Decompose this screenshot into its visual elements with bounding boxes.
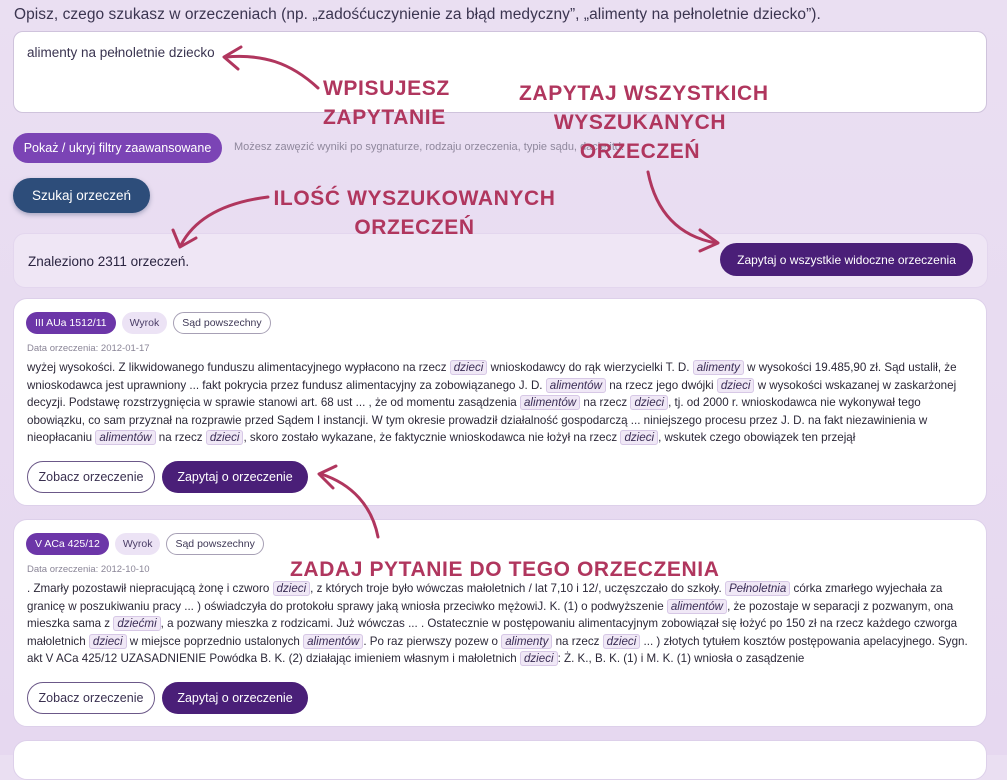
highlighted-term: alimentów — [667, 599, 727, 614]
highlighted-term: dzieci — [206, 430, 244, 445]
type-badge: Wyrok — [115, 533, 161, 555]
highlighted-term: dzieci — [520, 651, 558, 666]
type-badge: Wyrok — [122, 312, 168, 334]
highlighted-term: alimentów — [546, 378, 606, 393]
judgment-date: Data orzeczenia: 2012-01-17 — [27, 343, 150, 354]
highlighted-term: alimenty — [693, 360, 744, 375]
signature-badge: III AUa 1512/11 — [26, 312, 116, 334]
highlighted-term: dzieci — [273, 581, 311, 596]
view-judgment-button[interactable]: Zobacz orzeczenie — [27, 461, 155, 493]
annotation-count: ILOŚĆ WYSZUKOWANYCH ORZECZEŃ — [273, 187, 556, 239]
highlighted-term: alimentów — [303, 634, 363, 649]
highlighted-term: dzieci — [450, 360, 488, 375]
excerpt: wyżej wysokości. Z likwidowanego funduszu alimentacyjnego wypłacono na rzecz dzieci wnioskodawcy do rąk wierzycielki T. D. alimenty w wysokości 19.485,90 zł. Sąd ustalił, że wnioskodawca jest uprawniony ... fakt pokrycia przez fundusz alimentacyjny za zobowiązanego J. D. alimentów na rzecz jego dwójki dzieci w wysokości wskazanej w zaskarżonej decyzji. Podstawę rozstrzygnięcia w sprawie stanowi art. 68 ust ... , że od momentu zasądzenia alimentów na rzecz dzieci , tj. od 2000 r. wnioskodawca nie wykonywał tego obowiązku, co sam przyznał na rozprawie przed Sądem I instancji. W tym okresie prowadził działalność gospodarczą ... niniejszego procesu przez J. D. na fakt niezawinienia w nieopłacaniu alimentów na rzecz dzieci , skoro zostało wykazane, że faktycznie wnioskodawca nie łożył na rzecz dzieci , wskutek czego obowiązek ten przejął — [27, 361, 957, 445]
result-card-partial — [13, 740, 987, 780]
view-judgment-button[interactable]: Zobacz orzeczenie — [27, 682, 155, 714]
annotation-query: WPISUJESZ ZAPYTANIE — [323, 77, 450, 129]
ask-all-button[interactable]: Zapytaj o wszystkie widoczne orzeczenia — [720, 243, 973, 276]
annotation-ask-all: ZAPYTAJ WSZYSTKICH WYSZUKANYCH ORZECZEŃ — [519, 82, 769, 163]
highlighted-term: dzieci — [620, 430, 658, 445]
court-badge: Sąd powszechny — [166, 533, 263, 555]
highlighted-term: dziećmi — [113, 616, 160, 631]
highlighted-term: alimentów — [95, 430, 155, 445]
highlighted-term: dzieci — [717, 378, 755, 393]
highlighted-term: Pełnoletnia — [725, 581, 790, 596]
filters-hint: Możesz zawęzić wyniki po sygnaturze, rodzaju orzeczenia, typie sądu, dacie itd. — [234, 141, 625, 153]
annotation-ask-one: ZADAJ PYTANIE DO TEGO ORZECZENIA — [290, 558, 720, 581]
ask-judgment-button[interactable]: Zapytaj o orzeczenie — [162, 461, 308, 493]
query-text: alimenty na pełnoletnie dziecko — [27, 45, 215, 60]
badges — [26, 533, 264, 555]
badges — [26, 312, 271, 334]
highlighted-term: dzieci — [630, 395, 668, 410]
prompt-label: Opisz, czego szukasz w orzeczeniach (np. „zadośćuczynienie za błąd medyczny”, „alimenty na pełnoletnie dziecko”). — [14, 6, 821, 23]
highlighted-term: dzieci — [89, 634, 127, 649]
signature-badge: V ACa 425/12 — [26, 533, 109, 555]
excerpt: . Zmarły pozostawił niepracującą żonę i czworo dzieci , z których troje było wówczas małoletnich / lat 7,10 i 12/, uczęszczało do szkoły. Pełnoletnia córka zmarłego wyjechała za granicę w poszukiwaniu pracy ... ) oświadczyła do protokołu sprawy jaką wniosła przeciwko mężowiJ. K. (1) o podwyższenie alimentów , że pozostaje w separacji z pozwanym, ona mieszka sama z dziećmi , a pozwany mieszka z rodzicami. Już wówczas ... . Ostatecznie w postępowaniu alimentacyjnym zobowiązał się łożyć po 150 zł na rzecz każdego czworga małoletnich dzieci w miejsce poprzednio ustalonych alimentów . Po raz pierwszy pozew o alimenty na rzecz dzieci ... ) złotych tytułem kosztów postępowania apelacyjnego. Sygn. akt V ACa 425/12 UZASADNIENIE Powódka B. K. (2) działając imieniem własnym i małoletnich dzieci : Ż. K., B. K. (1) i M. K. (1) wniosła o zasądzenie — [27, 582, 968, 666]
highlighted-term: alimentów — [520, 395, 580, 410]
court-badge: Sąd powszechny — [173, 312, 270, 334]
result-card — [13, 298, 987, 506]
result-card — [13, 519, 987, 727]
highlighted-term: dzieci — [603, 634, 641, 649]
toggle-filters-button[interactable]: Pokaż / ukryj filtry zaawansowane — [13, 133, 222, 163]
query-textarea[interactable] — [13, 31, 987, 113]
judgment-date: Data orzeczenia: 2012-10-10 — [27, 564, 150, 575]
search-button[interactable]: Szukaj orzeczeń — [13, 178, 150, 213]
results-count: Znaleziono 2311 orzeczeń. — [28, 254, 190, 269]
ask-judgment-button[interactable]: Zapytaj o orzeczenie — [162, 682, 308, 714]
highlighted-term: alimenty — [501, 634, 552, 649]
